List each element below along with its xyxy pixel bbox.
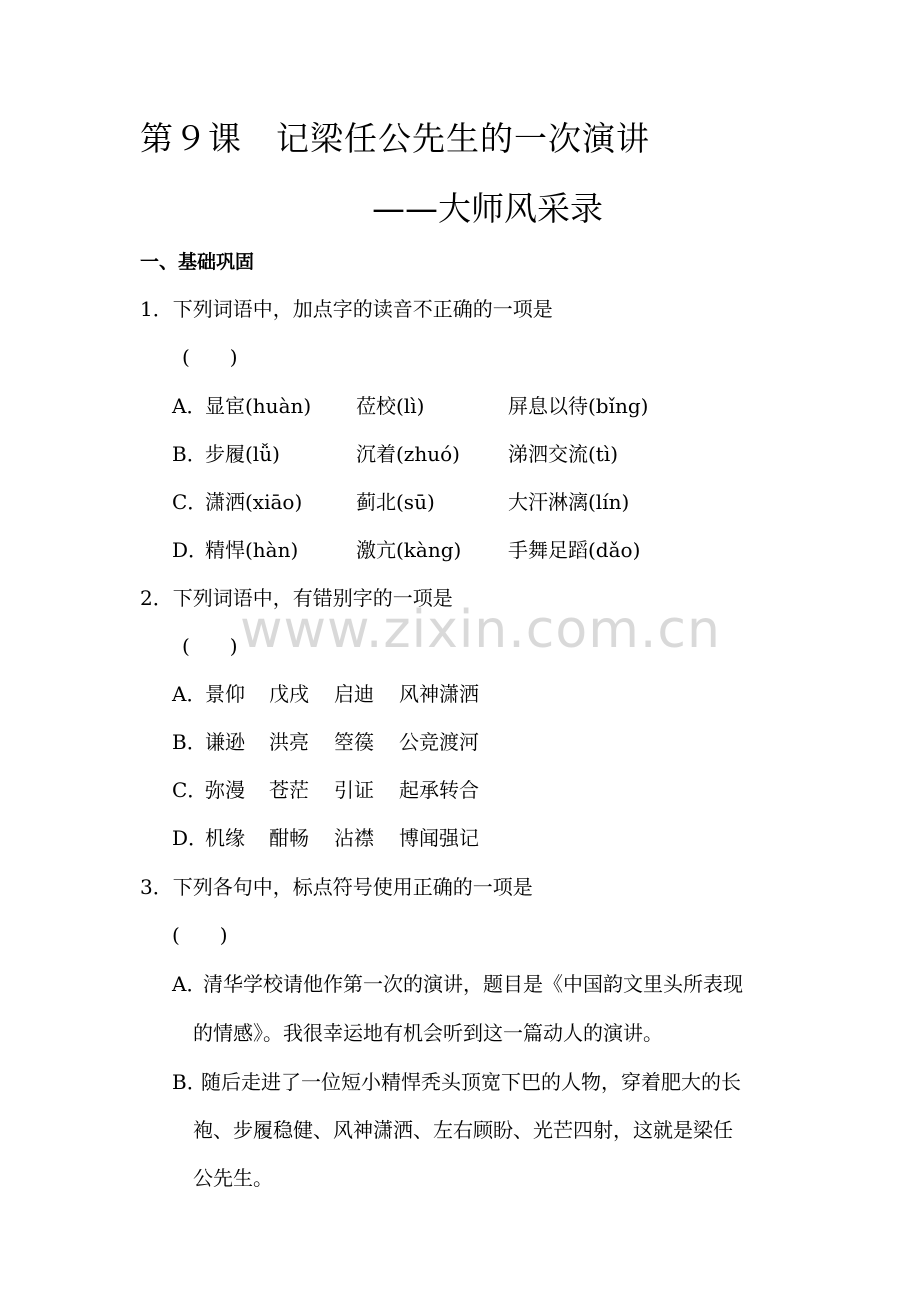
- option-item: 苍茫: [269, 778, 309, 802]
- option-item: 起承转合: [399, 778, 479, 802]
- option-text-line: 公先生。: [193, 1166, 273, 1190]
- option-item: 激亢(kàng): [356, 538, 462, 562]
- option-item: 大汗淋漓(lín): [508, 490, 630, 514]
- option-item: 沉着(zhuó): [356, 442, 460, 466]
- question-1-answer-blank: ( ): [182, 345, 238, 369]
- option-item: 显宦(huàn): [205, 394, 312, 418]
- option-item: 引证: [334, 778, 374, 802]
- option-label: A．: [172, 394, 207, 418]
- option-item: 景仰: [205, 682, 245, 706]
- option-text-line: 清华学校请他作第一次的演讲，题目是《中国韵文里头所表现: [203, 972, 743, 996]
- option-item: 启迪: [334, 682, 374, 706]
- option-text-line: 随后走进了一位短小精悍秃头顶宽下巴的人物，穿着肥大的长: [201, 1070, 741, 1094]
- option-item: 涕泗交流(tì): [508, 442, 619, 466]
- option-item: 公竞渡河: [399, 730, 479, 754]
- option-item: 手舞足蹈(dǎo): [508, 538, 641, 562]
- option-item: 弥漫: [205, 778, 245, 802]
- option-item: 步履(lǚ): [205, 442, 280, 466]
- option-label: C．: [172, 778, 208, 802]
- question-3-answer-blank: ( ): [172, 923, 228, 947]
- question-1-stem: 1．下列词语中，加点字的读音不正确的一项是: [140, 297, 553, 321]
- question-2-answer-blank: ( ): [182, 634, 238, 658]
- option-text-line: 袍、步履稳健、风神潇洒、左右顾盼、光芒四射，这就是梁任: [193, 1118, 733, 1142]
- option-item: 风神潇洒: [399, 682, 479, 706]
- lesson-title: 第９课 记梁任公先生的一次演讲: [140, 119, 650, 158]
- watermark: www.zixin.com.cn: [240, 600, 721, 660]
- option-label: C．: [172, 490, 208, 514]
- option-label: A．: [172, 682, 207, 706]
- option-item: 精悍(hàn): [205, 538, 299, 562]
- option-label: D．: [172, 538, 209, 562]
- section-heading: 一、基础巩固: [140, 251, 255, 273]
- option-item: 莅校(lì): [356, 394, 425, 418]
- option-label: D．: [172, 826, 209, 850]
- option-item: 洪亮: [269, 730, 309, 754]
- option-item: 屏息以待(bǐng): [508, 394, 649, 418]
- option-item: 箜篌: [334, 730, 374, 754]
- option-item: 潇洒(xiāo): [205, 490, 303, 514]
- option-label: B．: [172, 730, 207, 754]
- question-3-stem: 3．下列各句中，标点符号使用正确的一项是: [140, 875, 533, 899]
- lesson-subtitle: ——大师风采录: [372, 189, 603, 228]
- question-2-stem: 2．下列词语中，有错别字的一项是: [140, 586, 453, 610]
- option-item: 沾襟: [334, 826, 374, 850]
- option-label: B．: [172, 1070, 207, 1094]
- option-text-line: 的情感》。我很幸运地有机会听到这一篇动人的演讲。: [193, 1021, 663, 1045]
- option-item: 谦逊: [205, 730, 245, 754]
- option-item: 戊戌: [269, 682, 309, 706]
- option-label: B．: [172, 442, 207, 466]
- option-item: 蓟北(sū): [356, 490, 435, 514]
- option-item: 机缘: [205, 826, 245, 850]
- option-item: 博闻强记: [399, 826, 479, 850]
- option-item: 酣畅: [269, 826, 309, 850]
- option-label: A．: [172, 972, 207, 996]
